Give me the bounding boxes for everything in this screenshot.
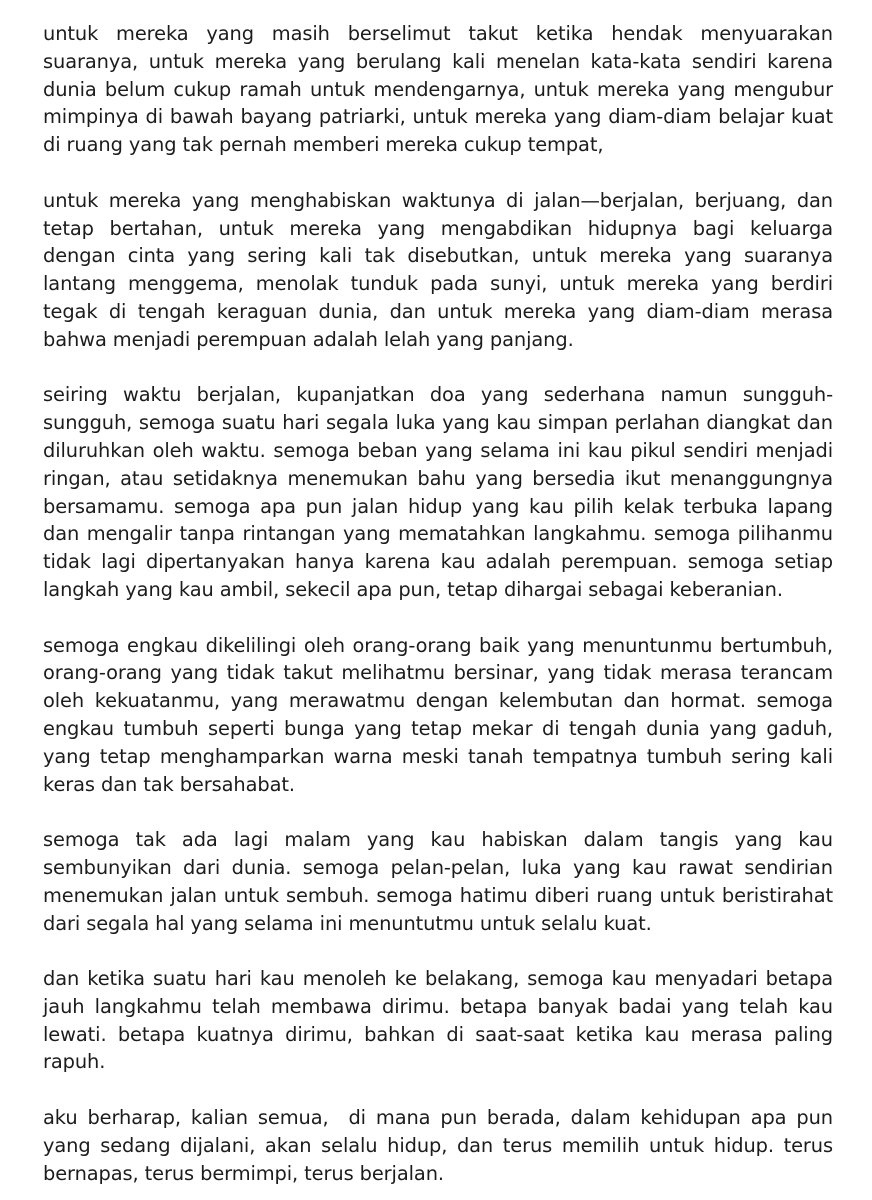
paragraph-6: dan ketika suatu hari kau menoleh ke belakang, semoga kau menyadari betapa jauh langkahmu telah membawa dirimu. betapa banyak badai yang telah kau lewati. betapa kuatnya dirimu, bahkan di saat-saat ketika kau merasa paling rapuh. — [43, 967, 840, 1074]
paragraph-7: aku berharap, kalian semua, di mana pun berada, dalam kehidupan apa pun yang sedang dijalani, akan selalu hidup, dan terus memilih untuk hidup. terus bernapas, terus bermimpi, terus berjalan. — [43, 1106, 840, 1185]
paragraph-4: semoga engkau dikelilingi oleh orang-orang baik yang menuntunmu bertumbuh, orang-orang yang tidak takut melihatmu bersinar, yang tidak merasa terancam oleh kekuatanmu, yang merawatmu dengan kelembutan dan hormat. semoga engkau tumbuh seperti bunga yang tetap mekar di tengah dunia yang gaduh, yang tetap menghamparkan warna meski tanah tempatnya tumbuh sering kali keras dan tak bersahabat. — [43, 633, 840, 796]
paragraph-5: semoga tak ada lagi malam yang kau habiskan dalam tangis yang kau sembunyikan dari dunia. semoga pelan-pelan, luka yang kau rawat sendirian menemukan jalan untuk sembuh. semoga hatimu diberi ruang untuk beristirahat dari segala hal yang selama ini menuntutmu untuk selalu kuat. — [43, 828, 840, 935]
paragraph-1: untuk mereka yang masih berselimut takut ketika hendak menyuarakan suaranya, untuk mereka yang berulang kali menelan kata-kata sendiri karena dunia belum cukup ramah untuk mendengarnya, untuk mereka yang mengubur mimpinya di bawah bayang patriarki, untuk mereka yang diam-diam belajar kuat di ruang yang tak pernah memberi mereka cukup tempat, — [43, 22, 840, 157]
paragraph-2: untuk mereka yang menghabiskan waktunya di jalan—berjalan, berjuang, dan tetap bertahan, untuk mereka yang mengabdikan hidupnya bagi keluarga dengan cinta yang sering kali tak disebutkan, untuk mereka yang suaranya lantang menggema, menolak tunduk pada sunyi, untuk mereka yang berdiri tegak di tengah keraguan dunia, dan untuk mereka yang diam-diam merasa bahwa menjadi perempuan adalah lelah yang panjang. — [43, 188, 840, 351]
paragraph-3: seiring waktu berjalan, kupanjatkan doa yang sederhana namun sungguh-sungguh, semoga suatu hari segala luka yang kau simpan perlahan diangkat dan diluruhkan oleh waktu. semoga beban yang selama ini kau pikul sendiri menjadi ringan, atau setidaknya menemukan bahu yang bersedia ikut menanggungnya bersamamu. semoga apa pun jalan hidup yang kau pilih kelak terbuka lapang dan mengalir tanpa rintangan yang mematahkan langkahmu. semoga pilihanmu tidak lagi dipertanyakan hanya karena kau adalah perempuan. semoga setiap langkah yang kau ambil, sekecil apa pun, tetap dihargai sebagai keberanian. — [43, 383, 840, 601]
document-body — [43, 20, 840, 1187]
